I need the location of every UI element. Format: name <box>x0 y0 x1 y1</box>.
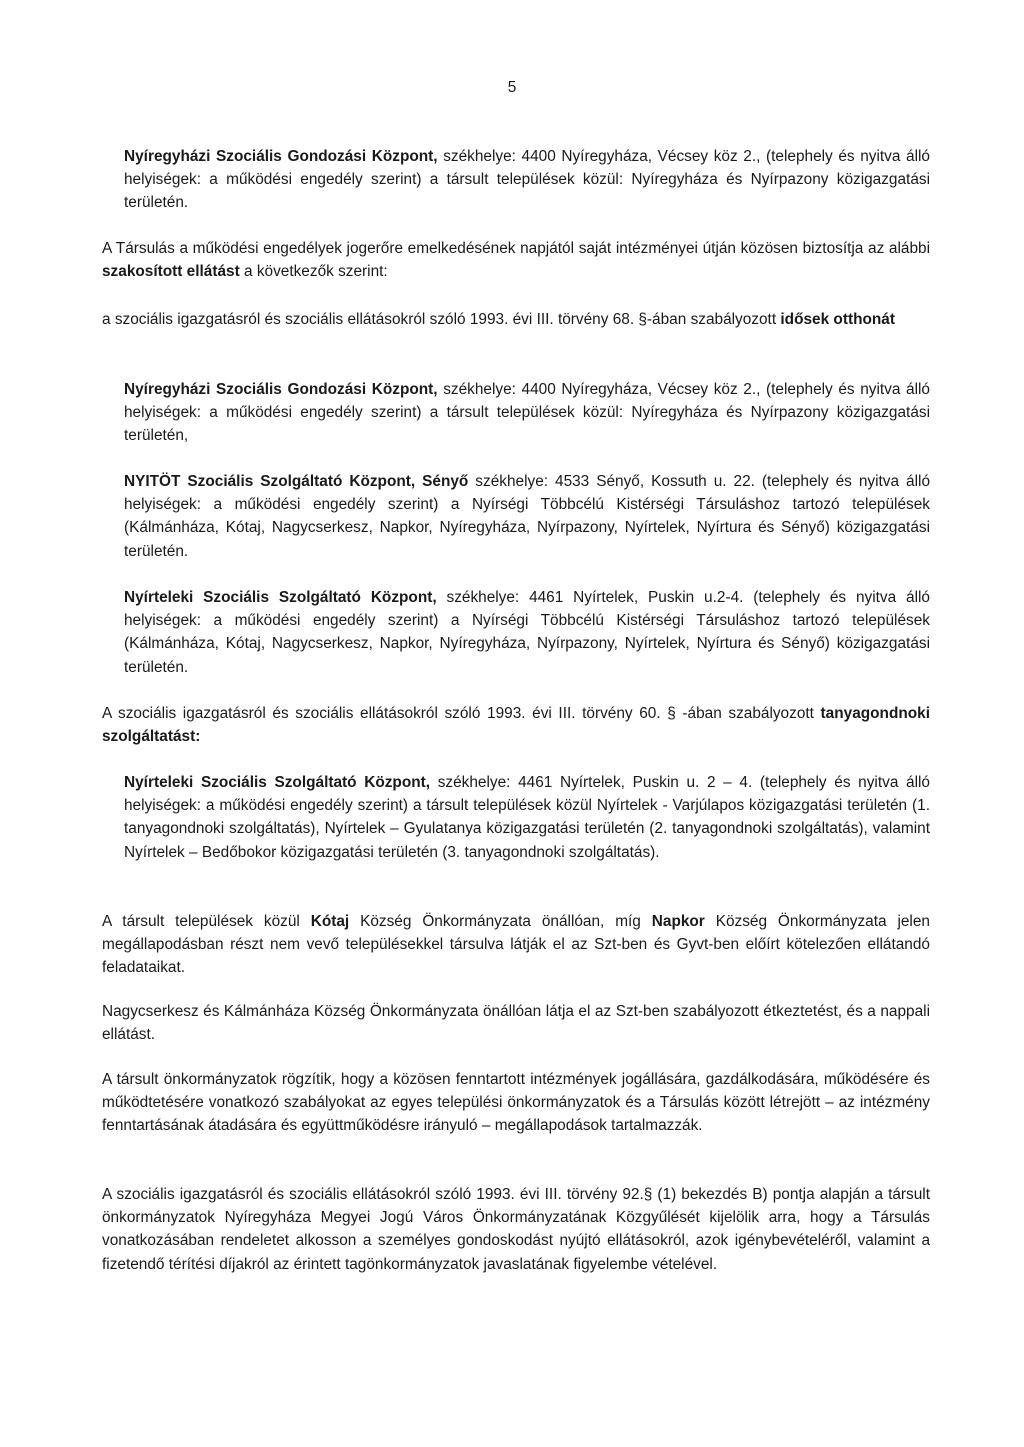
paragraph-text: A szociális igazgatásról és szociális ellátásokról szóló 1993. évi III. törvény 92.§ (1) bekezdés B) pontja alapján a társult önkormányzatok Nyíregyháza Megyei Jogú Város Önkormányzatának Közgyűlését kijelölik arra, hogy a Társulás vonatkozásában rendeletet alkosson a személyes gondoskodást nyújtó ellátásokról, azok igénybevételéről, valamint a fizetendő térítési díjakról az érintett tagönkormányzatok javaslatának figyelembe vételével. <box>102 1186 930 1273</box>
institution-name: Nyíregyházi Szociális Gondozási Központ, <box>124 381 438 398</box>
paragraph-text: A Társulás a működési engedélyek jogerőre emelkedésének napjától saját intézményei útján közösen biztosítja az alábbi <box>102 240 930 257</box>
paragraph-text: székhelye: 4400 Nyíregyháza, Vécsey köz 2., (telephely és nyitva álló helyiségek: a működési engedély szerint) a társult települések közül: Nyíregyháza és Nyírpazony közigazgatási területén. <box>124 148 930 212</box>
paragraph-text: székhelye: 4461 Nyírtelek, Puskin u. 2 – 4. (telephely és nyitva álló helyiségek: a működési engedély szerint) a társult települések közül Nyírtelek - Varjúlapos közigazgatási területén (1. tanyagondnoki szolgáltatás), Nyírtelek – Gyulatanya közigazgatási területén (2. tanyagondnoki szolgáltatás), valamint Nyírtelek – Bedőbokor közigazgatási területén (3. tanyagondnoki szolgáltatás). <box>124 774 930 861</box>
emphasis-elderly-home: idősek otthonát <box>780 311 895 328</box>
page-number: 5 <box>507 79 517 96</box>
paragraph-text-mid: Község Önkormányzata önállóan, míg <box>349 913 652 930</box>
emphasis-napkor: Napkor <box>651 913 705 930</box>
paragraph-assembly-designation <box>102 1183 930 1276</box>
paragraph-text-end: Község Önkormányzata jelen megállapodásban részt nem vevő településekkel társulva látják el az Szt-ben és Gyvt-ben előírt kötelezően ellátandó feladataikat. <box>102 913 930 977</box>
paragraph-text: A társult önkormányzatok rögzítik, hogy a közösen fenntartott intézmények jogállására, gazdálkodására, működésére és működtetésére vonatkozó szabályokat az egyes települési önkormányzatok és a Társulás között létrejött – az intézmény fenntartásának átadására és együttműködésre irányuló – megállapodások tartalmazzák. <box>102 1071 930 1135</box>
emphasis-kotaj: Kótaj <box>310 913 350 930</box>
paragraph-text: A szociális igazgatásról és szociális ellátásokról szóló 1993. évi III. törvény 60. § -ában szabályozott <box>102 705 821 722</box>
paragraph-association-intro <box>102 237 930 283</box>
paragraph-nagycserkesz <box>102 1000 930 1046</box>
paragraph-nyiregyhazi-center-1 <box>124 145 930 215</box>
emphasis-specialized-care: szakosított ellátást <box>102 263 240 281</box>
paragraph-text: székhelye: 4533 Sényő, Kossuth u. 22. (telephely és nyitva álló helyiségek: a működési engedély szerint) a Nyírségi Többcélú Kistérségi Társuláshoz tartozó települések (Kálmánháza, Kótaj, Nagycserkesz, Napkor, Nyíregyháza, Nyírpazony, Nyírtelek, Nyírtura és Sényő) közigazgatási területén. <box>124 473 931 560</box>
paragraph-nyiregyhazi-center-2 <box>124 378 930 448</box>
paragraph-text: székhelye: 4461 Nyírtelek, Puskin u.2-4. (telephely és nyitva álló helyiségek: a működési engedély szerint) a Nyírségi Többcélú Kistérségi Társuláshoz tartozó települések (Kálmánháza, Kótaj, Nagycserkesz, Napkor, Nyíregyháza, Nyírpazony, Nyírtelek, Nyírtura és Sényő) közigazgatási területén. <box>124 589 930 676</box>
paragraph-nyitot-center <box>124 470 930 563</box>
paragraph-text: a szociális igazgatásról és szociális ellátásokról szóló 1993. évi III. törvény 68. §-ában szabályozott <box>102 311 781 328</box>
emphasis-farmstead-service: tanyagondnoki szolgáltatást: <box>102 705 930 746</box>
paragraph-text: Nagycserkesz és Kálmánháza Község Önkormányzata önállóan látja el az Szt-ben szabályozott étkeztetést, és a nappali ellátást. <box>102 1003 930 1044</box>
paragraph-kotaj-napkor <box>102 910 930 980</box>
paragraph-nyirteleki-center-1 <box>124 586 930 679</box>
institution-name: Nyírteleki Szociális Szolgáltató Központ, <box>124 589 437 606</box>
institution-name: NYITÖT Szociális Szolgáltató Központ, Sényő <box>124 473 469 490</box>
paragraph-nyirteleki-center-2 <box>124 771 930 864</box>
paragraph-elderly-home-law <box>102 308 930 331</box>
paragraph-farmstead-service-law <box>102 702 930 748</box>
paragraph-joint-institutions <box>102 1068 930 1138</box>
paragraph-text: székhelye: 4400 Nyíregyháza, Vécsey köz 2., (telephely és nyitva álló helyiségek: a működési engedély szerint) a társult települések közül: Nyíregyháza és Nyírpazony közigazgatási területén, <box>124 381 930 445</box>
paragraph-text: A társult települések közül <box>102 913 311 930</box>
institution-name: Nyíregyházi Szociális Gondozási Központ, <box>124 148 438 165</box>
paragraph-text-end: a következők szerint: <box>239 263 388 281</box>
institution-name: Nyírteleki Szociális Szolgáltató Központ, <box>124 774 431 791</box>
